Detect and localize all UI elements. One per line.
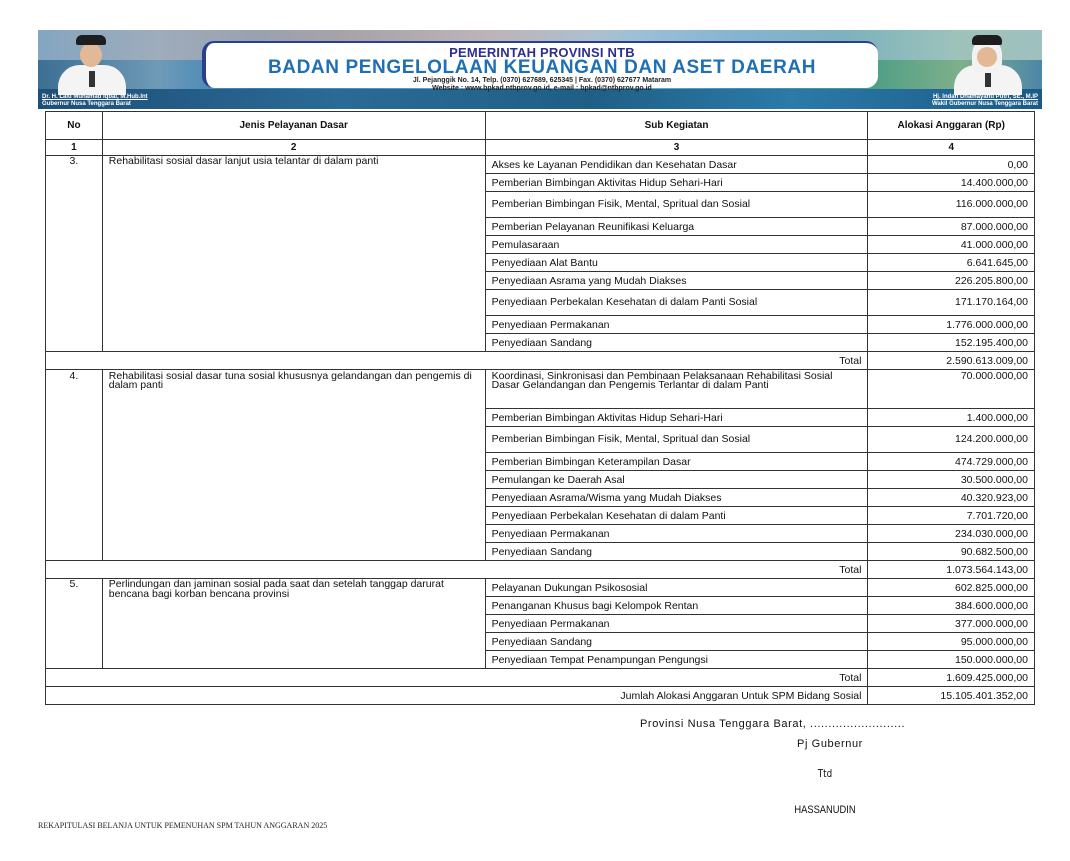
- budget-amount: 14.400.000,00: [868, 174, 1035, 192]
- signatory-name: HASSANUDIN: [794, 804, 856, 816]
- sub-activity: Pemberian Pelayanan Reunifikasi Keluarga: [485, 218, 868, 236]
- signature-place-date: Provinsi Nusa Tenggara Barat, ..........................: [640, 718, 906, 730]
- budget-amount: 87.000.000,00: [868, 218, 1035, 236]
- group-total-amount: 1.609.425.000,00: [868, 669, 1035, 687]
- sub-activity: Pemberian Bimbingan Fisik, Mental, Spritual dan Sosial: [485, 427, 868, 453]
- budget-amount: 377.000.000,00: [868, 615, 1035, 633]
- col-number-3: 3: [485, 140, 868, 156]
- col-header-no: No: [46, 112, 103, 140]
- budget-amount: 234.030.000,00: [868, 525, 1035, 543]
- group-total-label: Total: [46, 352, 868, 370]
- letterhead-banner: [38, 30, 1042, 109]
- budget-amount: 6.641.645,00: [868, 254, 1035, 272]
- budget-amount: 171.170.164,00: [868, 290, 1035, 316]
- sub-activity: Penyediaan Asrama/Wisma yang Mudah Diakses: [485, 489, 868, 507]
- grand-total-label: Jumlah Alokasi Anggaran Untuk SPM Bidang Sosial: [46, 687, 868, 705]
- budget-amount: 1.400.000,00: [868, 409, 1035, 427]
- budget-amount: 150.000.000,00: [868, 651, 1035, 669]
- letterhead-title-box: [202, 41, 878, 92]
- table-number-row: [46, 140, 1035, 156]
- budget-amount: 0,00: [868, 156, 1035, 174]
- col-header-sub: Sub Kegiatan: [485, 112, 868, 140]
- budget-amount: 70.000.000,00: [868, 370, 1035, 409]
- table-row: [46, 579, 1035, 597]
- row-number: 3.: [46, 156, 103, 352]
- group-total-label: Total: [46, 561, 868, 579]
- sub-activity: Koordinasi, Sinkronisasi dan Pembinaan Pelaksanaan Rehabilitasi Sosial Dasar Gelandangan dan Pengemis Terlantar di dalam Panti: [485, 370, 868, 409]
- budget-amount: 30.500.000,00: [868, 471, 1035, 489]
- group-total-row: [46, 561, 1035, 579]
- col-header-jenis: Jenis Pelayanan Dasar: [102, 112, 485, 140]
- sub-activity: Penyediaan Tempat Penampungan Pengungsi: [485, 651, 868, 669]
- col-number-1: 1: [46, 140, 103, 156]
- sub-activity: Penyediaan Permakanan: [485, 525, 868, 543]
- sub-activity: Pemberian Bimbingan Aktivitas Hidup Sehari-Hari: [485, 409, 868, 427]
- budget-amount: 226.205.800,00: [868, 272, 1035, 290]
- sub-activity: Penyediaan Sandang: [485, 334, 868, 352]
- tie-shape: [985, 71, 991, 87]
- signature-role: Pj Gubernur: [797, 738, 863, 750]
- head-shape: [977, 47, 997, 67]
- grand-total-amount: 15.105.401.352,00: [868, 687, 1035, 705]
- tie-shape: [89, 71, 95, 87]
- budget-amount: 384.600.000,00: [868, 597, 1035, 615]
- document-footer: REKAPITULASI BELANJA UNTUK PEMENUHAN SPM TAHUN ANGGARAN 2025: [38, 821, 328, 830]
- governor-photo: [46, 30, 138, 95]
- service-type: Rehabilitasi sosial dasar lanjut usia telantar di dalam panti: [102, 156, 485, 352]
- service-type: Rehabilitasi sosial dasar tuna sosial khususnya gelandangan dan pengemis di dalam panti: [102, 370, 485, 561]
- budget-amount: 40.320.923,00: [868, 489, 1035, 507]
- government-title: PEMERINTAH PROVINSI NTB: [449, 45, 635, 60]
- sub-activity: Pemberian Bimbingan Fisik, Mental, Spritual dan Sosial: [485, 192, 868, 218]
- sub-activity: Pemulangan ke Daerah Asal: [485, 471, 868, 489]
- sub-activity: Penyediaan Asrama yang Mudah Diakses: [485, 272, 868, 290]
- sub-activity: Penyediaan Permakanan: [485, 615, 868, 633]
- budget-amount: 90.682.500,00: [868, 543, 1035, 561]
- budget-amount: 602.825.000,00: [868, 579, 1035, 597]
- budget-amount: 95.000.000,00: [868, 633, 1035, 651]
- governor-name: Dr. H. Lalu Muhamad Iqbal, M.Hub.Int: [42, 94, 148, 100]
- group-total-amount: 2.590.613.009,00: [868, 352, 1035, 370]
- table-body: [46, 156, 1035, 705]
- vice-governor-title: Wakil Gubernur Nusa Tenggara Barat: [931, 101, 1038, 107]
- group-total-amount: 1.073.564.143,00: [868, 561, 1035, 579]
- col-number-4: 4: [868, 140, 1035, 156]
- group-total-label: Total: [46, 669, 868, 687]
- col-header-alokasi: Alokasi Anggaran (Rp): [868, 112, 1035, 140]
- sub-activity: Pemberian Bimbingan Keterampilan Dasar: [485, 453, 868, 471]
- row-number: 5.: [46, 579, 103, 669]
- vice-governor-name-plate: [932, 94, 1038, 108]
- vice-governor-photo: [942, 30, 1034, 95]
- table-row: [46, 370, 1035, 409]
- budget-table: [45, 111, 1035, 705]
- sub-activity: Penanganan Khusus bagi Kelompok Rentan: [485, 597, 868, 615]
- budget-amount: 41.000.000,00: [868, 236, 1035, 254]
- sub-activity: Akses ke Layanan Pendidikan dan Kesehatan Dasar: [485, 156, 868, 174]
- table-header-row: [46, 112, 1035, 140]
- row-number: 4.: [46, 370, 103, 561]
- sub-activity: Penyediaan Alat Bantu: [485, 254, 868, 272]
- table-row: [46, 156, 1035, 174]
- budget-amount: 124.200.000,00: [868, 427, 1035, 453]
- agency-address: Jl. Pejanggik No. 14, Telp. (0370) 627689, 625345 | Fax. (0370) 627677 Mataram: [412, 77, 672, 84]
- service-type: Perlindungan dan jaminan sosial pada saat dan setelah tanggap darurat bencana bagi korban bencana provinsi: [102, 579, 485, 669]
- sub-activity: Pemberian Bimbingan Aktivitas Hidup Sehari-Hari: [485, 174, 868, 192]
- group-total-row: [46, 669, 1035, 687]
- budget-amount: 7.701.720,00: [868, 507, 1035, 525]
- agency-title: BADAN PENGELOLAAN KEUANGAN DAN ASET DAERAH: [267, 57, 817, 78]
- sub-activity: Pelayanan Dukungan Psikososial: [485, 579, 868, 597]
- sub-activity: Penyediaan Permakanan: [485, 316, 868, 334]
- governor-title: Gubernur Nusa Tenggara Barat: [42, 101, 131, 107]
- cap-shape: [76, 35, 106, 45]
- agency-contact: Website : www.bpkad.ntbprov.go.id, e-mail : bpkad@ntbprov.go.id: [432, 85, 652, 92]
- governor-name-plate: [42, 94, 148, 108]
- col-number-2: 2: [102, 140, 485, 156]
- sub-activity: Penyediaan Perbekalan Kesehatan di dalam Panti: [485, 507, 868, 525]
- head-shape: [80, 43, 102, 67]
- budget-amount: 1.776.000.000,00: [868, 316, 1035, 334]
- vice-governor-name: Hj. Indah Dhamayanti Putri, SE., M.IP: [932, 94, 1038, 100]
- sub-activity: Penyediaan Sandang: [485, 633, 868, 651]
- sub-activity: Pemulasaraan: [485, 236, 868, 254]
- budget-amount: 152.195.400,00: [868, 334, 1035, 352]
- group-total-row: [46, 352, 1035, 370]
- signature-ttd: Ttd: [817, 767, 833, 780]
- sub-activity: Penyediaan Sandang: [485, 543, 868, 561]
- cap-shape: [972, 35, 1002, 45]
- budget-amount: 116.000.000,00: [868, 192, 1035, 218]
- budget-amount: 474.729.000,00: [868, 453, 1035, 471]
- sub-activity: Penyediaan Perbekalan Kesehatan di dalam Panti Sosial: [485, 290, 868, 316]
- grand-total-row: [46, 687, 1035, 705]
